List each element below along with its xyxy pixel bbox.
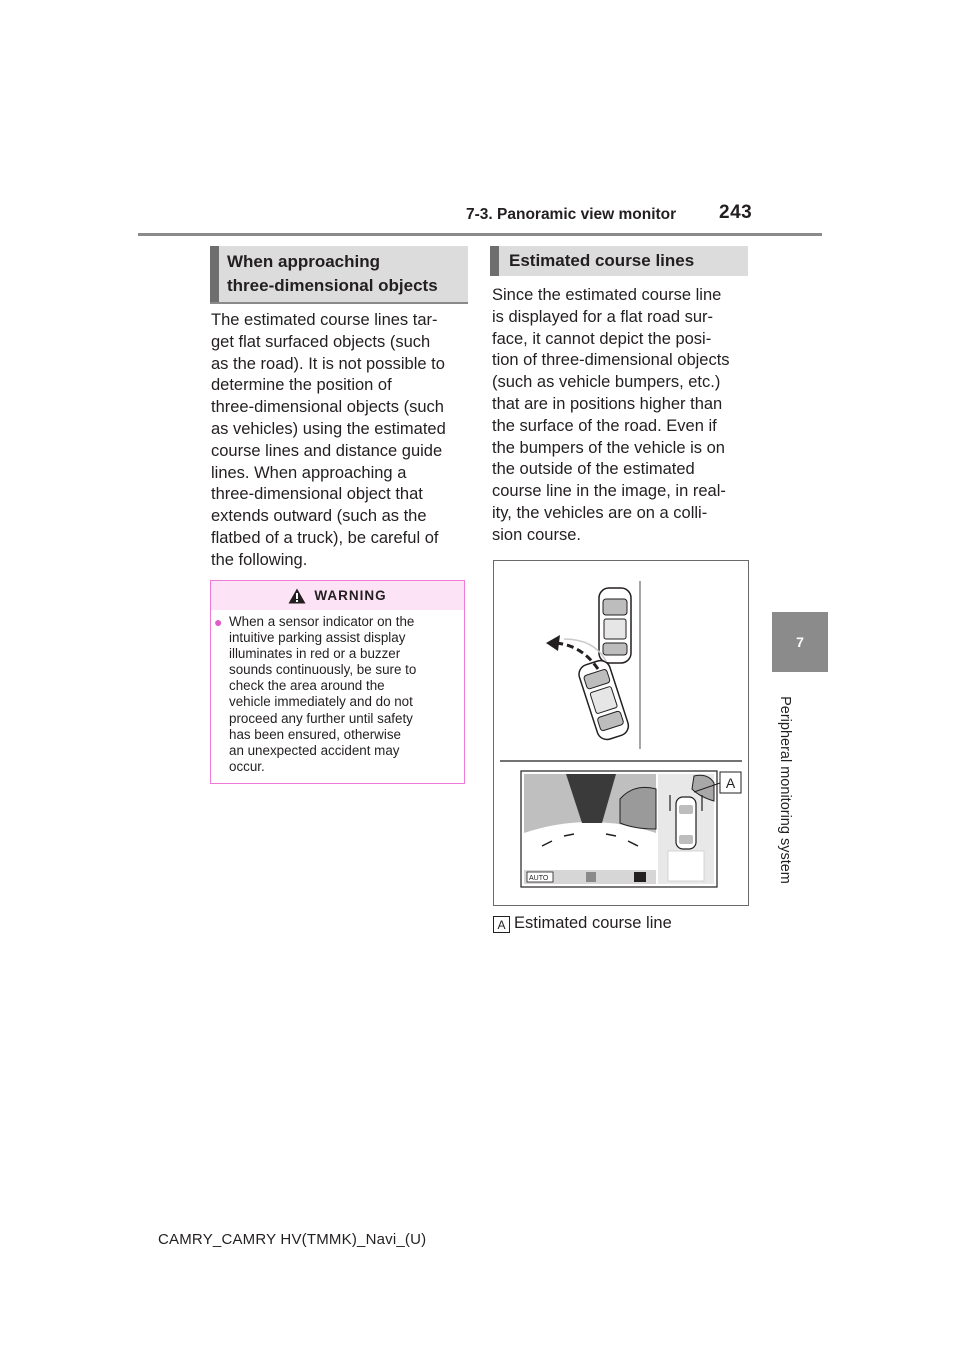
parked-car-illustration — [599, 588, 631, 663]
warning-triangle-icon — [288, 588, 306, 604]
left-paragraph-line: three-dimensional object that — [211, 485, 423, 504]
left-paragraph-line: the following. — [211, 550, 308, 569]
figure-callout-a: A — [725, 775, 736, 791]
left-paragraph-line: course lines and distance guide — [211, 441, 443, 460]
right-paragraph-line: ity, the vehicles are on a colli- — [492, 503, 708, 522]
left-paragraph-line: three-dimensional objects (such — [211, 398, 444, 417]
right-paragraph-line: the bumpers of the vehicle is on — [492, 438, 725, 457]
right-paragraph-line: sion course. — [492, 525, 581, 544]
left-section-heading — [210, 246, 468, 302]
warning-line: occur. — [229, 758, 265, 774]
right-paragraph — [492, 285, 754, 547]
left-paragraph-line: extends outward (such as the — [211, 507, 427, 526]
left-paragraph-line: get flat surfaced objects (such — [211, 332, 431, 351]
right-paragraph-line: that are in positions higher than — [492, 394, 723, 413]
left-heading-rule — [210, 302, 468, 304]
warning-line: When a sensor indicator on the — [229, 614, 415, 629]
warning-line: sounds continuously, be sure to — [229, 662, 417, 678]
chapter-tab: 7 — [772, 612, 828, 672]
left-paragraph-line: The estimated course lines tar- — [211, 311, 438, 329]
left-paragraph-line: flatbed of a truck), be careful of — [211, 528, 439, 547]
left-paragraph-line: determine the position of — [211, 376, 392, 395]
warning-line: check the area around the — [229, 678, 385, 694]
right-paragraph-line: is displayed for a flat road sur- — [492, 307, 714, 326]
monitor-screen — [521, 771, 717, 887]
legend-text: Estimated course line — [514, 914, 672, 932]
figure-frame — [493, 560, 749, 906]
moving-car-illustration — [576, 658, 631, 742]
left-paragraph-line: as the road). It is not possible to — [211, 354, 445, 373]
warning-label: WARNING — [314, 588, 387, 603]
warning-line: intuitive parking assist display — [229, 630, 406, 646]
warning-line: has been ensured, otherwise — [229, 726, 401, 742]
right-paragraph-line: the surface of the road. Even if — [492, 416, 717, 435]
panoramic-view-illustration — [494, 561, 748, 905]
warning-bullet-icon: ● — [214, 614, 223, 630]
right-paragraph-line: Since the estimated course line — [492, 286, 722, 304]
warning-line: illuminates in red or a buzzer — [229, 646, 401, 662]
chapter-title — [771, 684, 799, 896]
warning-line: proceed any further until safety — [229, 710, 413, 726]
warning-text — [229, 614, 416, 775]
left-heading-line-1: When approaching — [227, 252, 380, 271]
left-heading-line-2: three-dimensional objects — [227, 276, 438, 295]
right-paragraph-line: course line in the image, in real- — [492, 482, 726, 501]
right-paragraph-line: face, it cannot depict the posi- — [492, 329, 712, 348]
right-paragraph-line: the outside of the estimated — [492, 460, 695, 479]
screen-auto-badge: AUTO — [529, 875, 549, 882]
warning-line: vehicle immediately and do not — [229, 694, 413, 710]
header-rule — [138, 233, 822, 236]
right-paragraph-line: (such as vehicle bumpers, etc.) — [492, 373, 721, 392]
left-paragraph-line: lines. When approaching a — [211, 463, 407, 482]
warning-line: an unexpected accident may — [229, 742, 400, 758]
warning-header — [211, 581, 464, 610]
chapter-title-text: Peripheral monitoring system — [777, 696, 793, 884]
legend-badge: A — [493, 916, 510, 933]
right-section-heading: Estimated course lines — [490, 246, 748, 276]
parking-scene — [546, 581, 640, 749]
section-title: 7-3. Panoramic view monitor — [466, 206, 677, 223]
left-paragraph-line: as vehicles) using the estimated — [211, 419, 446, 438]
right-paragraph-line: tion of three-dimensional objects — [492, 351, 730, 370]
left-paragraph — [211, 310, 473, 572]
page-number: 243 — [719, 202, 753, 223]
footer-model-code: CAMRY_CAMRY HV(TMMK)_Navi_(U) — [158, 1231, 427, 1248]
